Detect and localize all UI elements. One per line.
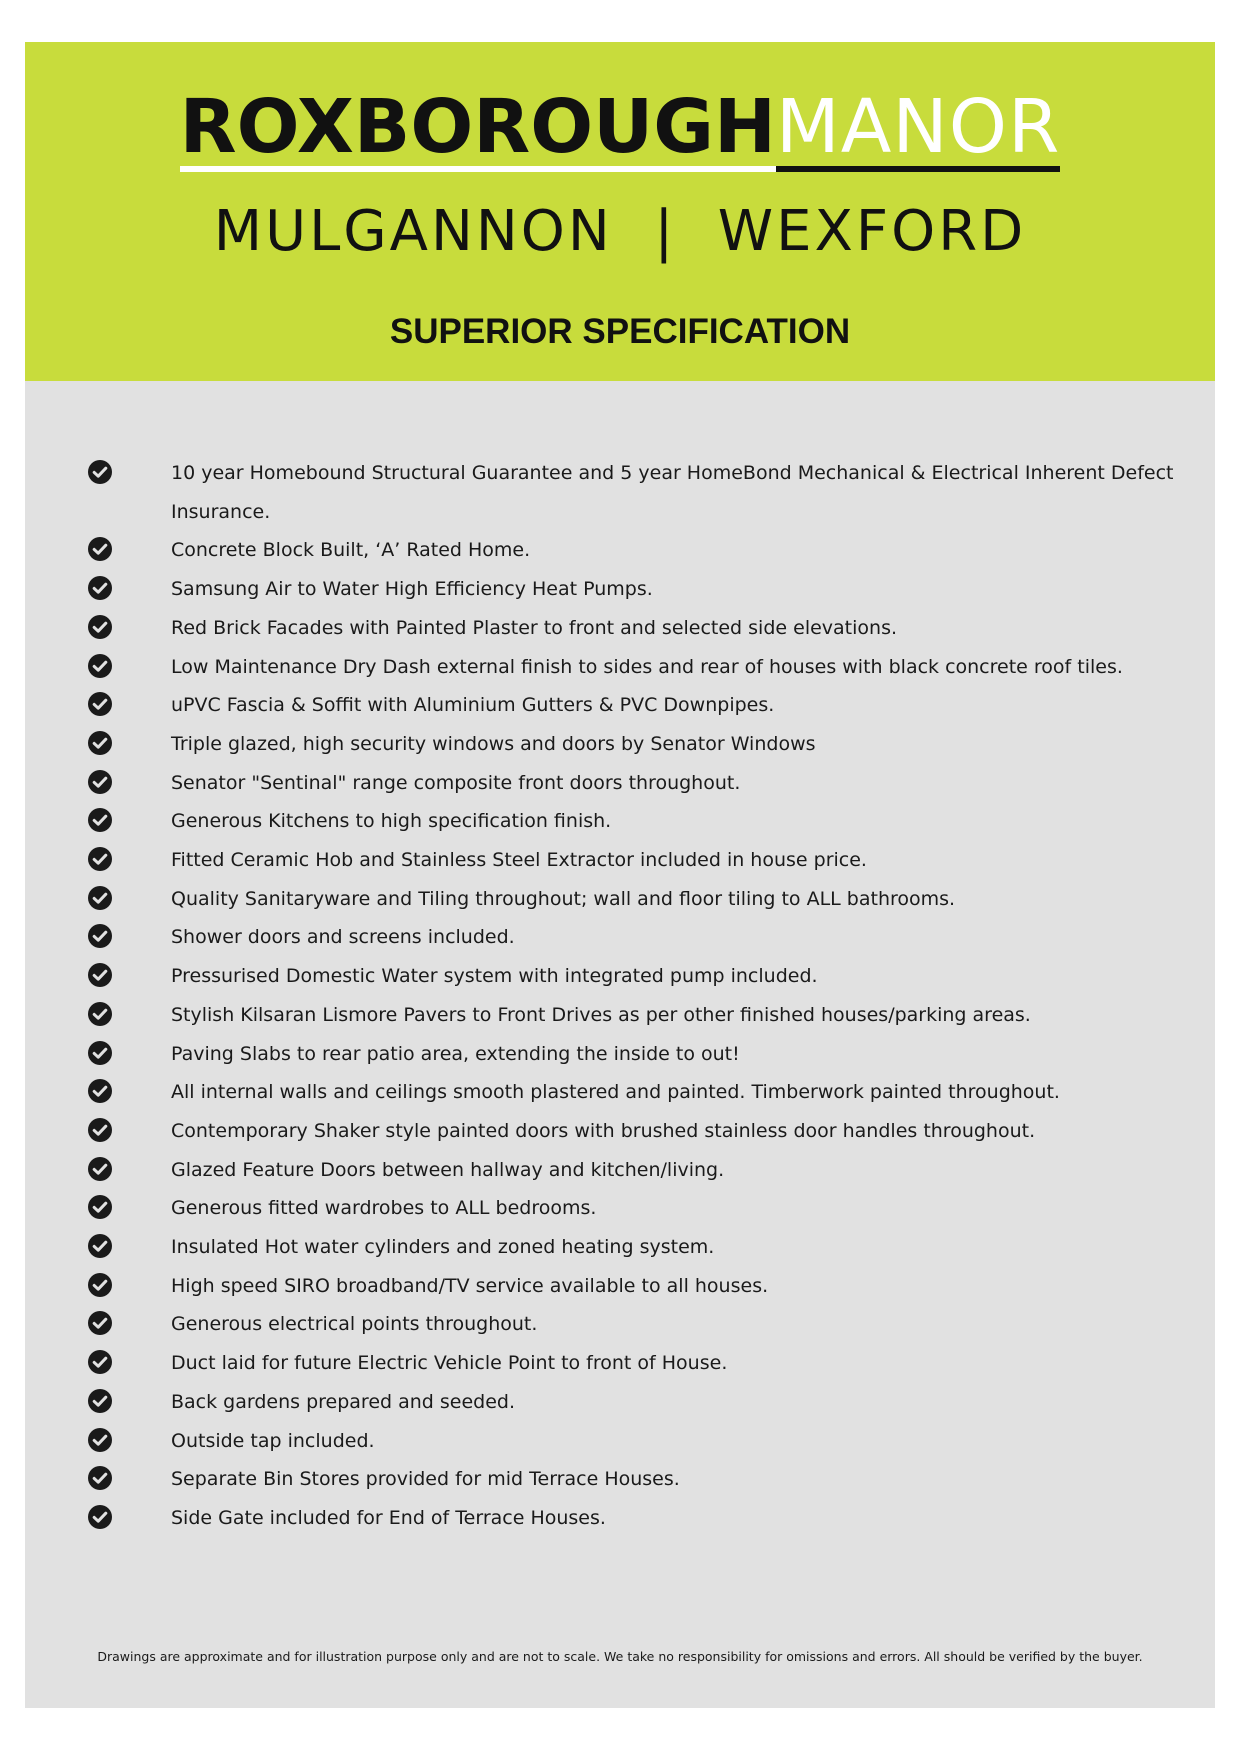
list-item [87,802,1187,841]
list-item-text: Pressurised Domestic Water system with integrated pump included. [171,965,818,988]
list-item [87,764,1187,803]
spec-sheet [25,42,1215,1708]
list-item [87,1035,1187,1074]
check-circle-icon [87,1040,113,1066]
list-item [87,609,1187,648]
check-circle-icon [87,962,113,988]
check-circle-icon [87,575,113,601]
check-circle-icon [87,846,113,872]
list-item-text: Contemporary Shaker style painted doors with brushed stainless door handles throughout. [171,1119,1036,1142]
list-item [87,1112,1187,1151]
list-item-text: Triple glazed, high security windows and doors by Senator Windows [171,732,816,755]
disclaimer-footnote: Drawings are approximate and for illustration purpose only and are not to scale. We take no responsibility for omissions and errors. All should be verified by the buyer. [97,1649,1143,1664]
list-item-text: Generous electrical points throughout. [171,1313,538,1336]
list-item-text: Samsung Air to Water High Efficiency Heat Pumps. [171,578,653,601]
check-circle-icon [87,1078,113,1104]
brand-name-bold: ROXBOROUGH [179,84,776,170]
list-item [87,1305,1187,1344]
list-item [87,1460,1187,1499]
list-item-text: Insulated Hot water cylinders and zoned heating system. [171,1236,715,1259]
check-circle-icon [87,1001,113,1027]
list-item-text: All internal walls and ceilings smooth plastered and painted. Timberwork painted throughout. [171,1081,1060,1104]
list-item [87,1344,1187,1383]
header-banner [25,42,1215,381]
list-item [87,1499,1187,1538]
list-item [87,1073,1187,1112]
list-item-text: Low Maintenance Dry Dash external finish to sides and rear of houses with black concrete roof tiles. [171,655,1123,678]
list-item [87,841,1187,880]
check-circle-icon [87,1194,113,1220]
list-item [87,686,1187,725]
list-item [87,957,1187,996]
check-circle-icon [87,691,113,717]
check-circle-icon [87,1504,113,1530]
list-item [87,1383,1187,1422]
list-item [87,648,1187,687]
list-item-text: High speed SIRO broadband/TV service available to all houses. [171,1274,769,1297]
list-item-text: Shower doors and screens included. [171,926,515,949]
check-circle-icon [87,1310,113,1336]
list-item [87,918,1187,957]
check-circle-icon [87,1465,113,1491]
list-item [87,1189,1187,1228]
check-circle-icon [87,1427,113,1453]
check-circle-icon [87,1388,113,1414]
list-item-text: Red Brick Facades with Painted Plaster to front and selected side elevations. [171,616,898,639]
list-item-text: Generous fitted wardrobes to ALL bedrooms. [171,1197,597,1220]
check-circle-icon [87,459,113,485]
list-item-text: Fitted Ceramic Hob and Stainless Steel Extractor included in house price. [171,849,867,872]
list-item-text: Glazed Feature Doors between hallway and kitchen/living. [171,1158,725,1181]
list-item [87,1228,1187,1267]
list-item [87,454,1187,531]
list-item [87,1422,1187,1461]
list-item [87,531,1187,570]
list-item-text: Quality Sanitaryware and Tiling throughout; wall and floor tiling to ALL bathrooms. [171,887,956,910]
check-circle-icon [87,1156,113,1182]
list-item [87,1151,1187,1190]
list-item [87,996,1187,1035]
check-circle-icon [87,769,113,795]
check-circle-icon [87,1272,113,1298]
check-circle-icon [87,614,113,640]
location-line: MULGANNON | WEXFORD [213,199,1027,264]
list-item [87,880,1187,919]
check-circle-icon [87,1233,113,1259]
check-circle-icon [87,730,113,756]
list-item-text: Outside tap included. [171,1429,375,1452]
check-circle-icon [87,653,113,679]
list-item-text: uPVC Fascia & Soffit with Aluminium Gutters & PVC Downpipes. [171,694,775,717]
list-item-text: 10 year Homebound Structural Guarantee and 5 year HomeBond Mechanical & Electrical Inherent Defect Insurance. [171,462,1174,523]
list-item [87,570,1187,609]
brand-name-light: MANOR [775,84,1061,170]
list-item-text: Generous Kitchens to high specification finish. [171,810,612,833]
check-circle-icon [87,807,113,833]
list-item-text: Duct laid for future Electric Vehicle Point to front of House. [171,1352,728,1375]
list-item-text: Back gardens prepared and seeded. [171,1390,516,1413]
check-circle-icon [87,536,113,562]
list-item-text: Concrete Block Built, ‘A’ Rated Home. [171,539,531,562]
list-item-text: Separate Bin Stores provided for mid Terrace Houses. [171,1468,680,1491]
page-title: SUPERIOR SPECIFICATION [389,312,851,351]
specification-list [87,454,1187,1538]
list-item [87,725,1187,764]
brand-logo [25,84,1215,172]
list-item-text: Paving Slabs to rear patio area, extending the inside to out! [171,1042,740,1065]
check-circle-icon [87,1349,113,1375]
check-circle-icon [87,923,113,949]
list-item-text: Stylish Kilsaran Lismore Pavers to Front Drives as per other finished houses/parking areas. [171,1003,1031,1026]
check-circle-icon [87,885,113,911]
check-circle-icon [87,1117,113,1143]
list-item-text: Side Gate included for End of Terrace Houses. [171,1506,606,1529]
list-item-text: Senator "Sentinal" range composite front doors throughout. [171,771,741,794]
list-item [87,1267,1187,1306]
